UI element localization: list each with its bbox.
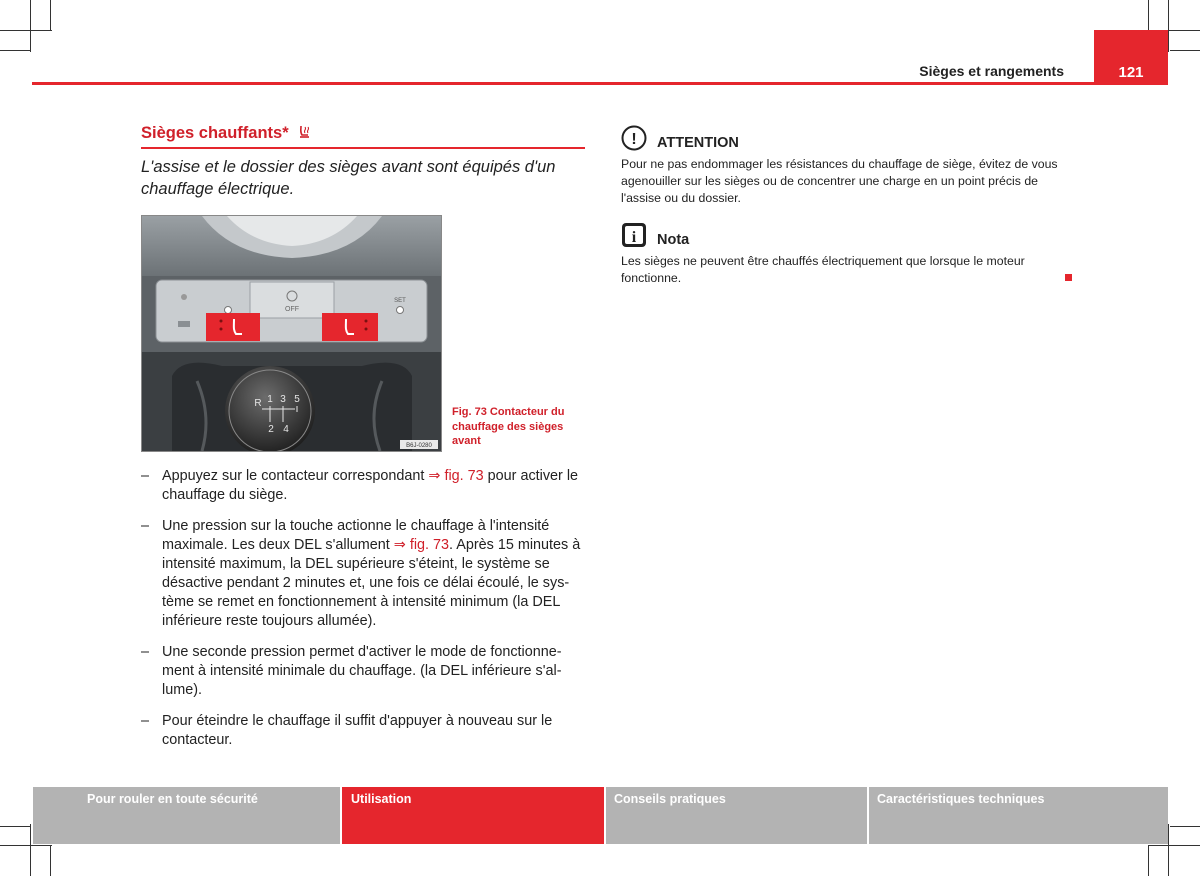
console-illustration — [142, 216, 441, 451]
attention-title: ATTENTION — [657, 135, 739, 151]
note-body: Les sièges ne peuvent être chauffés électriquement que lorsque le moteur fonctionne. — [621, 254, 1025, 285]
section-rule — [141, 147, 585, 149]
section-intro: L'assise et le dossier des sièges avant sont équipés d'un chauffage électrique. — [141, 158, 556, 198]
bullet-dash: – — [141, 644, 150, 660]
footer-tab-label: Utilisation — [351, 792, 412, 806]
footer-tab-technical-specs[interactable] — [869, 787, 1168, 844]
crop-mark — [1148, 0, 1149, 30]
page-number: 121 — [1118, 64, 1144, 81]
gear-label: 2 — [268, 424, 274, 435]
footer-tab-utilisation[interactable] — [342, 787, 604, 844]
footer-tab-label: Caractéristiques techniques — [877, 792, 1045, 806]
figure-reference-link[interactable]: ⇒ fig. 73 — [428, 468, 484, 484]
chapter-title: Sièges et rangements — [919, 63, 1064, 79]
attention-glyph: ! — [631, 131, 637, 148]
crop-mark — [1168, 0, 1169, 52]
note-title: Nota — [657, 232, 690, 248]
crop-mark — [1170, 50, 1200, 51]
list-item — [141, 643, 587, 700]
bullet-text: . Après 15 minutes à intensité maximum, la DEL supérieure s'éteint, le système se désactive pendant 2 minutes et, une fois ce délai écoulé, le sys-tème se remet en fonctionnement à intensité minimum (la DEL inférieure reste toujours allumée). — [162, 537, 581, 629]
figure-reference-link[interactable]: ⇒ fig. 73 — [393, 537, 450, 553]
header-rule — [32, 82, 1168, 85]
info-icon — [621, 222, 647, 248]
instruction-list — [141, 467, 587, 762]
crop-mark — [50, 0, 51, 30]
footer-tab-label: Conseils pratiques — [614, 792, 726, 806]
figure-code: B6J-0280 — [406, 443, 432, 449]
attention-body: Pour ne pas endommager les résistances du chauffage de siège, évitez de vous agenouiller sur les sièges ou de concentrer une charge en un point précis de l'assise ou du dossier. — [621, 157, 1058, 205]
footer-tab-label: Pour rouler en toute sécurité — [87, 792, 258, 806]
crop-mark — [30, 824, 31, 876]
crop-mark — [0, 845, 52, 846]
bullet-text: Appuyez sur le contacteur correspondant — [162, 468, 429, 484]
figure-console-illustration — [141, 215, 442, 452]
crop-mark — [0, 30, 52, 31]
gear-label: 5 — [294, 394, 300, 405]
bullet-text: Une seconde pression permet d'activer le mode de fonctionne-ment à intensité minimale du chauffage. (la DEL inférieure s'al-lume). — [162, 644, 562, 698]
list-item — [141, 517, 587, 631]
gear-label: 1 — [267, 394, 273, 405]
exclamation-icon — [621, 125, 647, 151]
figure-caption: Fig. 73 Contacteur du chauffage des sièges avant — [452, 406, 565, 447]
gear-label: 3 — [280, 394, 286, 405]
crop-mark — [1148, 846, 1149, 876]
crop-mark — [1170, 826, 1200, 827]
crop-mark — [30, 0, 31, 52]
bullet-text: pour activer le chauffage du siège. — [162, 468, 579, 503]
gear-label: R — [254, 398, 262, 409]
set-label: SET — [394, 298, 406, 304]
section-title — [141, 124, 312, 143]
list-item — [141, 467, 587, 505]
note-glyph: i — [631, 229, 637, 246]
footer-tab-safety[interactable] — [33, 787, 340, 844]
bullet-text: Une pression sur la touche actionne le chauffage à l'intensité maximale. Les deux DEL s'allument — [162, 518, 550, 553]
heated-seat-icon — [296, 124, 312, 140]
crop-mark — [0, 50, 30, 51]
section-title-text: Sièges chauffants* — [141, 124, 289, 142]
crop-mark — [1148, 845, 1200, 846]
end-marker — [1065, 274, 1072, 281]
bullet-dash: – — [141, 468, 150, 484]
list-item — [141, 712, 587, 750]
gear-label: 4 — [283, 424, 289, 435]
off-label: OFF — [285, 306, 299, 313]
bullet-text: Pour éteindre le chauffage il suffit d'appuyer à nouveau sur le contacteur. — [162, 713, 553, 748]
crop-mark — [50, 846, 51, 876]
footer-tab-practical-tips[interactable] — [606, 787, 867, 844]
bullet-dash: – — [141, 518, 150, 534]
page-number-tab — [1094, 30, 1168, 85]
crop-mark — [0, 826, 30, 827]
crop-mark — [1168, 824, 1169, 876]
bullet-dash: – — [141, 713, 150, 729]
